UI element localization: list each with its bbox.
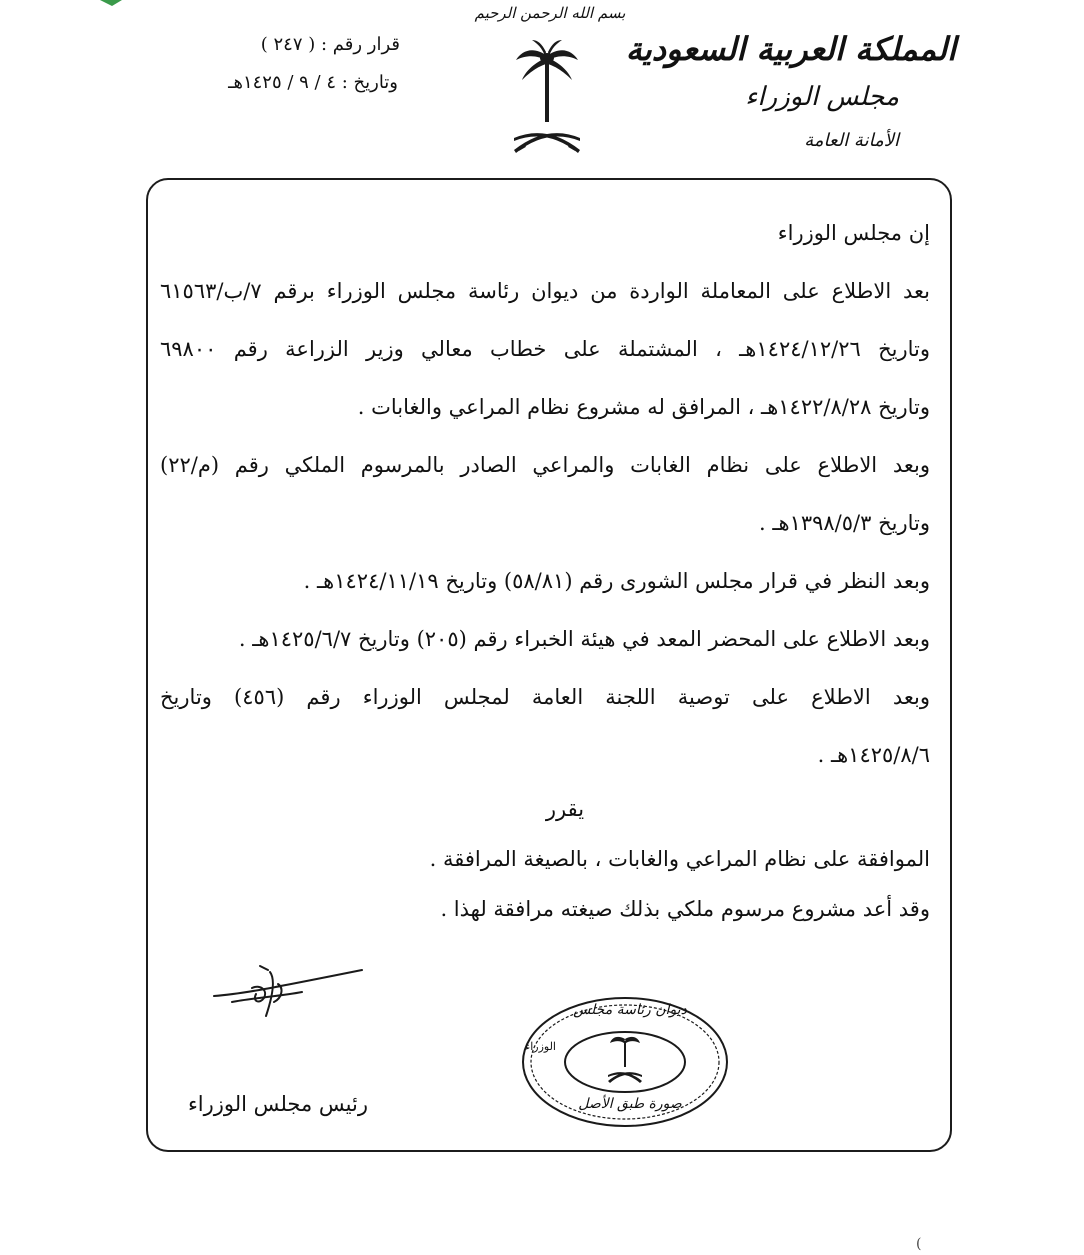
- palm-swords-emblem-icon: [508, 38, 586, 158]
- corner-mark: [0, 0, 130, 12]
- body-line: وبعد النظر في قرار مجلس الشورى رقم (٥٨/٨١) وتاريخ ١٤٢٤/١١/١٩هـ .: [303, 569, 930, 593]
- council-title: مجلس الوزراء: [745, 82, 899, 112]
- seal-bottom-text: صورة طبق الأصل: [578, 1096, 682, 1112]
- body-line: وتاريخ ١٣٩٨/٥/٣هـ .: [758, 511, 930, 535]
- president-title: رئيس مجلس الوزراء: [187, 1092, 368, 1116]
- seal-side-text: الوزراء: [525, 1040, 556, 1053]
- decision-date: وتاريخ : ٤ / ٩ / ١٤٢٥هـ: [228, 72, 398, 93]
- approval-line: الموافقة على نظام المراعي والغابات ، بالصيغة المرافقة .: [429, 847, 930, 871]
- seal-top-text: ديوان رئاسة مجلس: [573, 1002, 687, 1018]
- page-mark: (: [916, 1236, 922, 1252]
- body-line: ١٤٢٥/٨/٦هـ .: [817, 743, 930, 767]
- body-line: وتاريخ ١٤٢٤/١٢/٢٦هـ ، المشتملة على خطاب معالي وزير الزراعة رقم ٦٩٨٠٠: [160, 337, 931, 361]
- royal-decree-line: وقد أعد مشروع مرسوم ملكي بذلك صيغته مرافقة لهذا .: [440, 897, 930, 921]
- basmala: بسم الله الرحمن الرحيم: [474, 4, 626, 22]
- signature: [212, 958, 382, 1028]
- kingdom-title: المملكة العربية السعودية: [625, 30, 956, 68]
- body-line: وتاريخ ١٤٢٢/٨/٢٨هـ ، المرافق له مشروع نظام المراعي والغابات .: [357, 395, 930, 419]
- body-line: بعد الاطلاع على المعاملة الواردة من ديوان رئاسة مجلس الوزراء برقم ٧/ب/٦١٥٦٣: [160, 279, 930, 303]
- body-line: وبعد الاطلاع على المحضر المعد في هيئة الخبراء رقم (٢٠٥) وتاريخ ١٤٢٥/٦/٧هـ .: [238, 627, 930, 651]
- decision-number: قرار رقم : ( ٢٤٧ ): [260, 34, 400, 55]
- decides-heading: يقرر: [545, 797, 585, 821]
- decision-body: [160, 204, 930, 934]
- body-line: وبعد الاطلاع على نظام الغابات والمراعي الصادر بالمرسوم الملكي رقم (م/٢٢): [160, 453, 930, 477]
- opening-line: إن مجلس الوزراء: [777, 221, 930, 245]
- body-line: وبعد الاطلاع على توصية اللجنة العامة لمجلس الوزراء رقم (٤٥٦) وتاريخ: [160, 685, 930, 709]
- secretariat-title: الأمانة العامة: [804, 130, 899, 151]
